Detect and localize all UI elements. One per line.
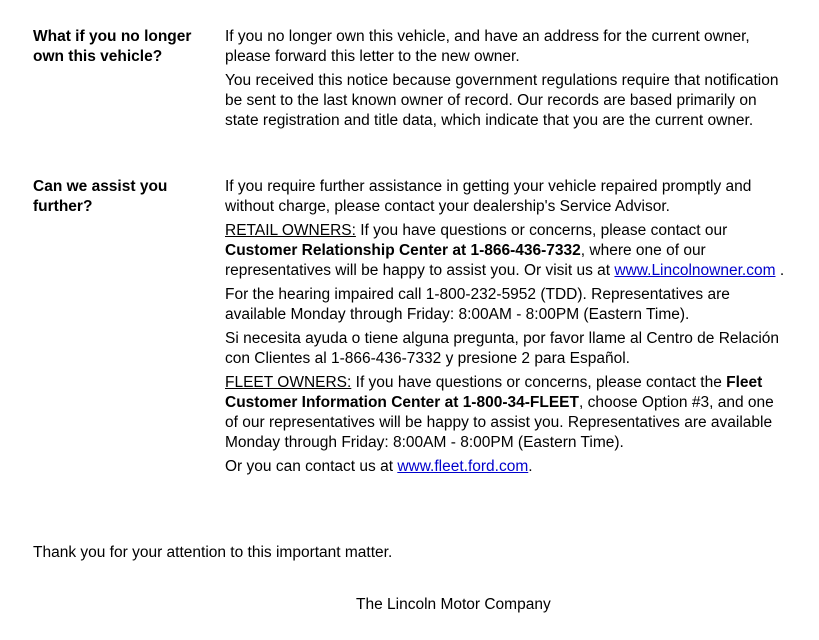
answer-paragraph: You received this notice because government regulations require that notification be sent to the last known owner of record. Our records are based primarily on state registration and title data, which indicate that you are the current owner. xyxy=(225,72,779,129)
fleet-owners-paragraph xyxy=(225,373,787,453)
retail-text: If you have questions or concerns, please contact our xyxy=(355,222,728,239)
section-assist-further xyxy=(33,177,793,517)
section-no-longer-own xyxy=(33,27,793,157)
fleet-customer-information-center: Fleet Customer Information Center at 1-800-34-FLEET xyxy=(225,374,763,411)
question-heading: Can we assist you further? xyxy=(33,178,168,215)
fleet-text: If you have questions or concerns, please contact the xyxy=(351,374,727,391)
retail-text: . xyxy=(775,262,785,279)
fleet-text: , choose Option #3, and one of our representatives will be happy to assist you. Representatives are available Monday through Friday: 8:00AM - 8:00PM (Eastern Time). xyxy=(225,394,774,451)
retail-owners-heading: RETAIL OWNERS: xyxy=(225,222,356,239)
lincolnowner-link[interactable]: www.Lincolnowner.com xyxy=(614,262,776,279)
closing-line: Thank you for your attention to this important matter. xyxy=(33,544,393,561)
answer-paragraph: If you require further assistance in getting your vehicle repaired promptly and without charge, please contact your dealership's Service Advisor. xyxy=(225,178,752,215)
hearing-impaired-paragraph: For the hearing impaired call 1-800-232-5952 (TDD). Representatives are available Monday through Friday: 8:00AM - 8:00PM (Eastern Time). xyxy=(225,286,730,323)
answer-paragraph: If you no longer own this vehicle, and have an address for the current owner, please forward this letter to the new owner. xyxy=(225,28,750,65)
answer-block xyxy=(225,177,787,481)
question-heading: What if you no longer own this vehicle? xyxy=(33,28,192,65)
contact-text: Or you can contact us at xyxy=(225,458,398,475)
contact-paragraph xyxy=(225,457,787,477)
spanish-paragraph: Si necesita ayuda o tiene alguna pregunta, por favor llame al Centro de Relación con Clientes al 1-866-436-7332 y presione 2 para Español. xyxy=(225,330,780,367)
retail-text: , where one of our representatives will be happy to assist you. Or visit us at xyxy=(225,242,706,279)
contact-text: . xyxy=(528,458,533,475)
answer-block xyxy=(225,27,787,135)
signature: The Lincoln Motor Company xyxy=(356,596,551,613)
fleet-ford-link[interactable]: www.fleet.ford.com xyxy=(397,458,529,475)
fleet-owners-heading: FLEET OWNERS: xyxy=(225,374,352,391)
customer-relationship-center: Customer Relationship Center at 1-866-436-7332 xyxy=(225,242,581,259)
retail-owners-paragraph xyxy=(225,221,787,281)
